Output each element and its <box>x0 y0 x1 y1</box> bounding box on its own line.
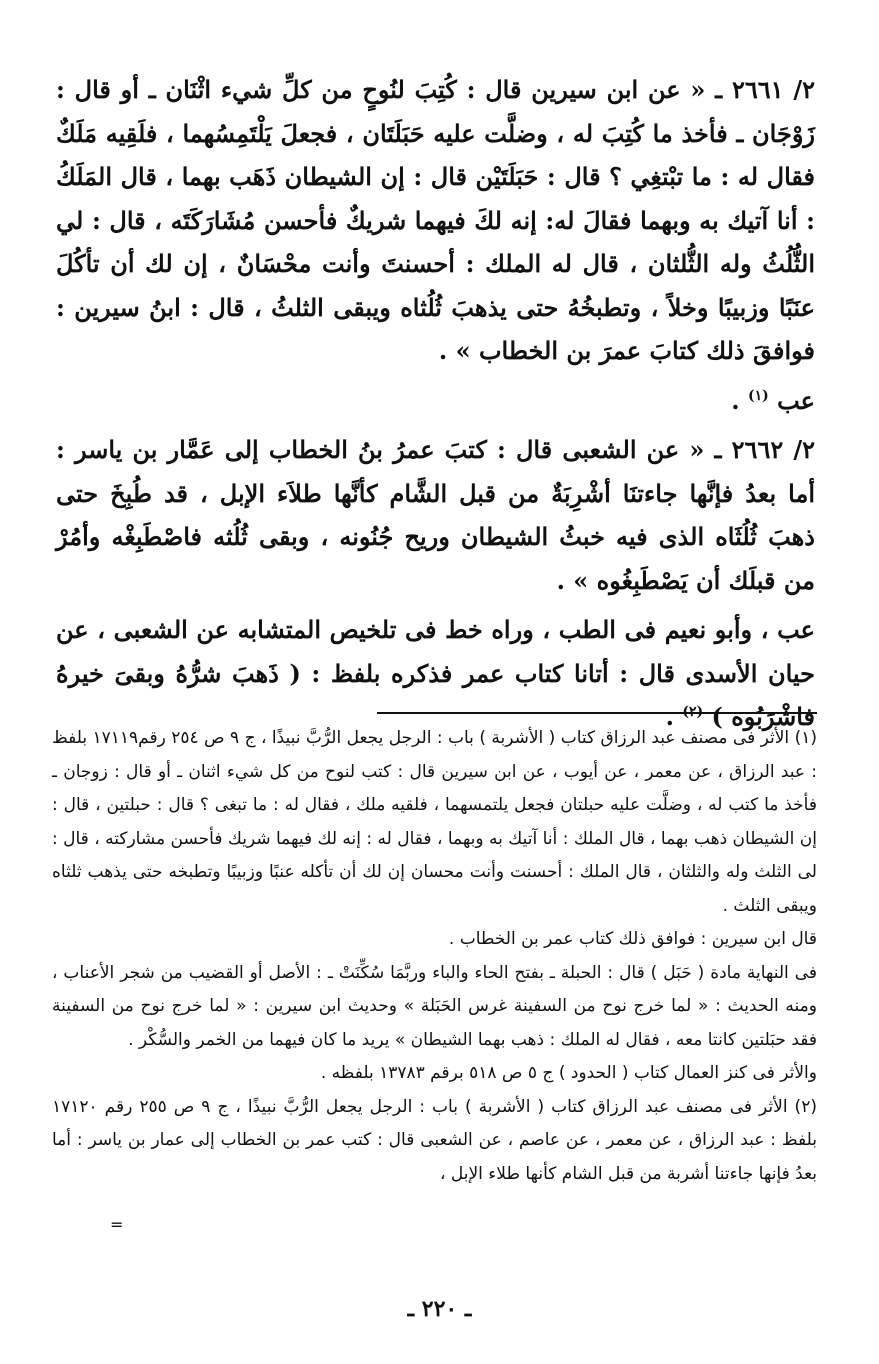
source-text: عب <box>777 385 815 415</box>
hadith-text: « عن الشعبى قال : كتبَ عمرُ بنُ الخطاب إلى عَمَّار بن ياسر : أما بعدُ فإنَّها جاءتنَا أشْرِبَةٌ من قبل الشَّام كأنَّها طلاَء الإبل ، قد طُبِخَ حتى ذهبَ ثُلُثَاه الذى فيه خبثُ الشيطان وريح جُنُونه ، وبقى ثُلُثه فاصْطَبِغْه وأمُرْ من قبلَك أن يَصْطَبِغُوه » . <box>56 435 816 595</box>
footnote-1-reference: والأثر فى كنز العمال كتاب ( الحدود ) ج ٥ ص ٥١٨ برقم ١٣٧٨٣ بلفظه . <box>320 1063 817 1083</box>
footnote-divider <box>377 712 817 714</box>
footnote-ref: (١) <box>747 387 769 404</box>
hadith-text: « عن ابن سيرين قال : كُتِبَ لنُوحٍ من كلِّ شيء اثْنَان ـ أو قال : زَوْجَان ـ فأخذ ما كُتِبَ له ، وضلَّت عليه حَبَلَتَان ، فجعلَ يَلْتَمِسُهما ، فلَقِيه مَلَكٌ فقال له : ما تبْتغِي ؟ قال : حَبَلَتَيْن قال : إن الشيطان ذَهَب بهما ، قال المَلَكُ : أنا آتيك به وبهما فقالَ له: إنه لكَ فيهما شريكٌ فأحسن مُشَارَكَتَه ، قال : لي الثُّلُثُ وله الثُّلثان ، قال له الملك : أحسنتَ وأنت محْسَانٌ ، إن لك أن تأكُلَ عنَبًا وزبيبًا وخلاً ، وتطبخُهُ حتى يذهبَ ثُلُثاه ويبقى الثلثُ ، قال : ابنُ سيرين : فوافقَ ذلك كتابَ عمرَ بن الخطاب » . <box>56 75 815 365</box>
continuation-mark: = <box>110 1215 124 1234</box>
hadith-number: ٢/ ٢٦٦٢ ـ <box>714 435 815 464</box>
main-text <box>56 68 815 745</box>
hadith-source: عب ، وأبو نعيم فى الطب ، وراه خط فى تلخيص المتشابه عن الشعبى ، عن حيان الأسدى قال : أتانا كتاب عمر فذكره بلفظ : ( ذَهبَ شرُّهُ وبقىَ خيرهُ فاشْرَبُوه ) $^{(٢)}$ . <box>56 615 815 731</box>
footnote-1-continued: قال ابن سيرين : فوافق ذلك كتاب عمر بن الخطاب . <box>448 929 817 949</box>
footnote-2: (٢) الأثر فى مصنف عبد الرزاق كتاب ( الأشربة ) باب : الرجل يجعل الرُّبَّ نبيذًا ، ج ٩ ص ٢٥٥ رقم ١٧١٢٠ بلفظ : عبد الرزاق ، عن معمر ، عن عاصم ، عن الشعبى قال : كتب عمر بن الخطاب إلى عمار بن ياسر : أما بعدُ فإنها جاءتنا أشربة من قبل الشام كأنها طلاء الإبل ، <box>52 1096 817 1184</box>
hadith-2661 <box>56 68 815 373</box>
hadith-source: عب $^{(١)}$ . <box>731 385 815 415</box>
page-number: ـ ٢٢٠ ـ <box>407 1296 472 1322</box>
footnotes <box>52 722 817 1191</box>
hadith-number: ٢/ ٢٦٦١ ـ <box>715 75 816 104</box>
footnote-1-glossary: فى النهاية مادة ( حَبَل ) قال : الحبلة ـ بفتح الحاء والباء وربَّمَا سُكِّنَتْ ـ : الأصل أو القضيب من شجر الأعناب ، ومنه الحديث : « لما خرج نوح من السفينة غرس الحَبَلة » وحديث ابن سيرين : « لما خرج نوح من السفينة فقد حبَلتين كانتا معه ، فقال له الملك : ذهب بهما الشيطان » يريد ما كان فيهما من الخمر والسُّكْر . <box>52 962 817 1050</box>
source-text: عب ، وأبو نعيم فى الطب ، وراه خط فى تلخيص المتشابه عن الشعبى ، عن حيان الأسدى قال : أتانا كتاب عمر فذكره بلفظ : ( ذَهبَ شرُّهُ وبقىَ خيرهُ فاشْرَبُوه ) <box>56 615 815 731</box>
footnote-ref: (٢) <box>682 704 704 720</box>
footnote-1: (١) الأثر فى مصنف عبد الرزاق كتاب ( الأشربة ) باب : الرجل يجعل الرُّبَّ نبيذًا ، ج ٩ ص ٢٥٤ رقم١٧١١٩ بلفظ : عبد الرزاق ، عن معمر ، عن أيوب ، عن ابن سيرين قال : كتب لنوح من كل شيء اثنان ـ أو قال : زوجان ـ فأخذ ما كتب له ، وضلَّت عليه حبلتان فجعل يلتمسهما ، فلقيه ملك ، فقال له : ما تبغى ؟ قال : حبلتين ، قال : إن الشيطان ذهب بهما ، قال الملك : أنا آتيك به وبهما ، فقال له : إنه لك فيهما شريك فأحسن مشاركته ، قال : لى الثلث وله والثلثان ، قال الملك : أحسنت وأنت محسان إن لك أن تأكله عنبًا وزبيبًا وتطبخه حتى يذهب ثلثاه ويبقى الثلث . <box>52 728 817 916</box>
hadith-2662 <box>56 428 815 602</box>
